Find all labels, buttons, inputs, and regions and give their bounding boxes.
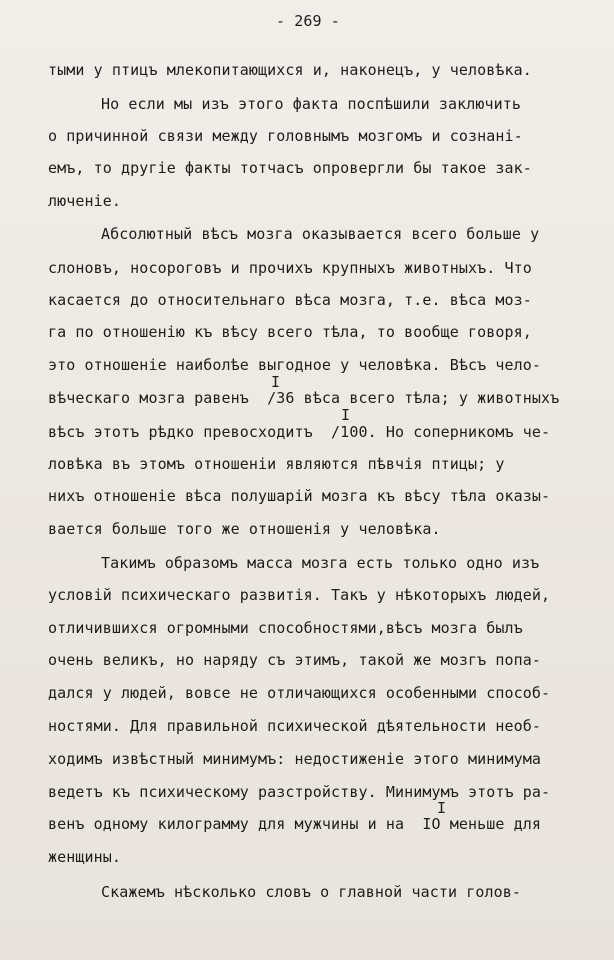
fraction-numerator: I (437, 799, 447, 817)
text-line: отличившихся огромными способностями,вѣсъ мозга былъ (48, 619, 523, 637)
text-line: женщины. (48, 848, 122, 866)
text-line: Скажемъ нѣсколько словъ о главной части голов- (101, 883, 522, 901)
text-line: Такимъ образомъ масса мозга есть только одно изъ (101, 554, 540, 572)
text-line: вѣческаго мозга равенъ /36 вѣса всего тѣла; у животныхъ (48, 389, 560, 407)
text-line: условій психическаго развитія. Такъ у нѣкоторыхъ людей, (48, 586, 551, 604)
text-line: люченіе. (48, 192, 122, 210)
text-line: дался у людей, вовсе не отличающихся особенными способ- (48, 684, 551, 702)
text-line: Но если мы изъ этого факта поспѣшили заключить (101, 95, 522, 113)
page-number: - 269 - (276, 12, 340, 30)
text-line: ведетъ къ психическому разстройству. Минимумъ этотъ ра- (48, 783, 551, 801)
text-line: вается больше того же отношенія у человѣка. (48, 520, 441, 538)
text-line: емъ, то другіе факты тотчасъ опровергли бы такое зак- (48, 159, 532, 177)
text-line: Абсолютный вѣсъ мозга оказывается всего больше у (101, 225, 540, 243)
fraction-numerator: I (341, 406, 351, 424)
text-line: га по отношенію къ вѣсу всего тѣла, то вообще говоря, (48, 323, 532, 341)
text-line: тыми у птицъ млекопитающихся и, наконецъ, у человѣка. (48, 61, 532, 79)
text-line: ностями. Для правильной психической дѣятельности необ- (48, 717, 542, 735)
text-line: нихъ отношеніе вѣса полушарій мозга къ вѣсу тѣла оказы- (48, 487, 551, 505)
text-line: слоновъ, носороговъ и прочихъ крупныхъ животныхъ. Что (48, 259, 532, 277)
text-line: это отношеніе наиболѣе выгодное у человѣка. Вѣсъ чело- (48, 356, 542, 374)
text-line: о причинной связи между головнымъ мозгомъ и сознані- (48, 127, 523, 145)
text-line: ловѣка въ этомъ отношеніи являются пѣвчія птицы; у (48, 455, 505, 473)
text-line: очень великъ, но наряду съ этимъ, такой же мозгъ попа- (48, 651, 542, 669)
fraction-numerator: I (271, 373, 281, 391)
text-line: венъ одному килограмму для мужчины и на IO меньше для (48, 815, 542, 833)
text-line: вѣсъ этотъ рѣдко превосходитъ /100. Но соперникомъ че- (48, 423, 551, 441)
text-line: касается до относительнаго вѣса мозга, т.е. вѣса моз- (48, 291, 532, 309)
text-line: ходимъ извѣстный минимумъ: недостиженіе этого минимума (48, 750, 542, 768)
